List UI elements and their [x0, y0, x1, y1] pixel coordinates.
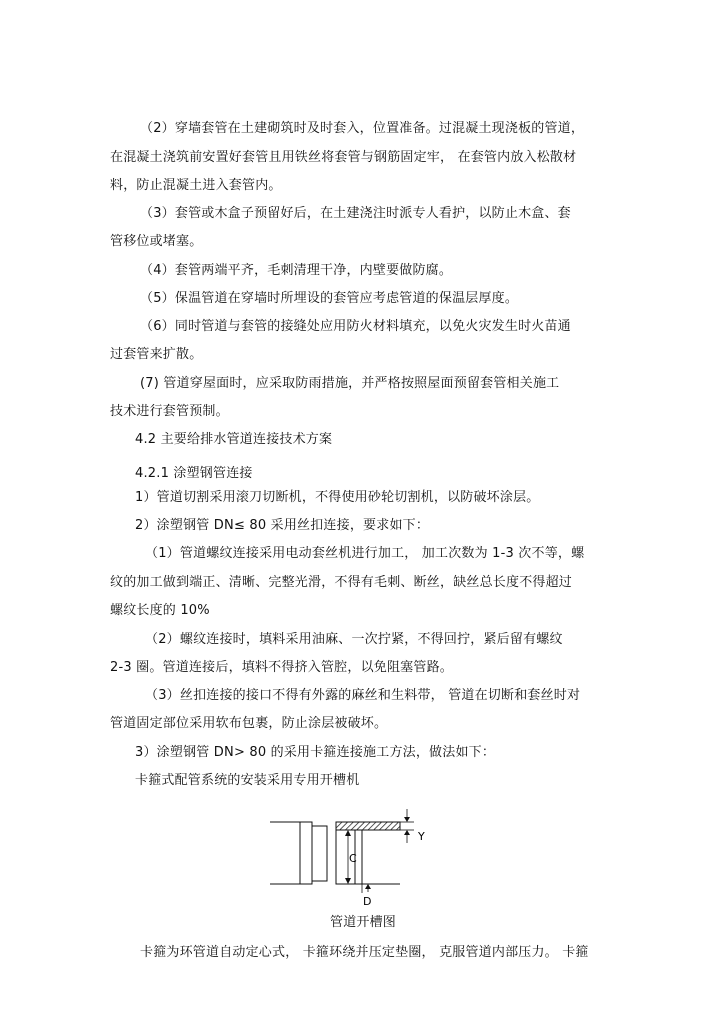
paragraph-line: （6）同时管道与套管的接缝处应用防火材料填充，以免火灾发生时火苗通: [140, 319, 571, 334]
paragraph-line: （3）丝扣连接的接口不得有外露的麻丝和生料带， 管道在切断和套丝时对: [145, 688, 581, 703]
paragraph-line: 卡箍式配管系统的安装采用专用开槽机: [135, 773, 360, 788]
pipe-groove-diagram: [268, 805, 438, 910]
paragraph-line: （3）套管或木盒子预留好后，在土建浇注时派专人看护，以防止木盒、套: [140, 206, 571, 221]
label-y: Y: [418, 830, 425, 843]
pipe-left-flange: [312, 826, 327, 881]
paragraph-line: 2-3 圈。管道连接后，填料不得挤入管腔，以免阻塞管路。: [110, 660, 453, 675]
paragraph-line: 卡箍为环管道自动定心式， 卡箍环绕并压定垫圈， 克服管道内部压力。 卡箍: [140, 945, 589, 960]
paragraph-line: 1）管道切割采用滚刀切断机，不得使用砂轮切割机，以防破坏涂层。: [135, 490, 540, 505]
paragraph-line: 管移位或堵塞。: [110, 234, 203, 249]
paragraph-line: 2）涂塑钢管 DN≤ 80 采用丝扣连接，要求如下：: [135, 518, 430, 533]
paragraph-line: 纹的加工做到端正、清晰、完整光滑，不得有毛刺、断丝，缺丝总长度不得超过: [110, 575, 573, 590]
paragraph-line: （2）穿墙套管在土建砌筑时及时套入，位置准备。过混凝土现浇板的管道，: [140, 121, 585, 136]
paragraph-line: （2）螺纹连接时，填料采用油麻、一次拧紧，不得回拧，紧后留有螺纹: [145, 632, 563, 647]
pipe-right-wall-hatch: [336, 822, 400, 830]
paragraph-line: 料，防止混凝土进入套管内。: [110, 178, 282, 193]
label-d: D: [363, 895, 372, 908]
section-heading: 4.2 主要给排水管道连接技术方案: [135, 432, 333, 447]
paragraph-line: 管道固定部位采用软布包裹，防止涂层被破坏。: [110, 716, 388, 731]
paragraph-line: 螺纹长度的 10%: [110, 603, 210, 618]
paragraph-line: （1）管道螺纹连接采用电动套丝机进行加工， 加工次数为 1-3 次不等，螺: [145, 546, 585, 561]
label-c: C: [349, 852, 357, 865]
paragraph-line: （5）保温管道在穿墙时所埋设的套管应考虑管道的保温层厚度。: [140, 291, 519, 306]
subsection-heading: 4.2.1 涂塑钢管连接: [135, 466, 253, 481]
figure-caption: 管道开槽图: [330, 915, 397, 930]
paragraph-line: （4）套管两端平齐，毛刺清理干净，内壁要做防腐。: [140, 263, 453, 278]
paragraph-line: 在混凝土浇筑前安置好套管且用铁丝将套管与钢筋固定牢， 在套管内放入松散材: [110, 150, 577, 165]
paragraph-line: (7) 管道穿屋面时，应采取防雨措施，并严格按照屋面预留套管相关施工: [140, 376, 560, 391]
paragraph-line: 过套管来扩散。: [110, 347, 203, 362]
paragraph-line: 3）涂塑钢管 DN> 80 的采用卡箍连接施工方法，做法如下：: [135, 745, 496, 760]
pipe-left-end: [300, 822, 312, 884]
paragraph-line: 技术进行套管预制。: [110, 404, 229, 419]
